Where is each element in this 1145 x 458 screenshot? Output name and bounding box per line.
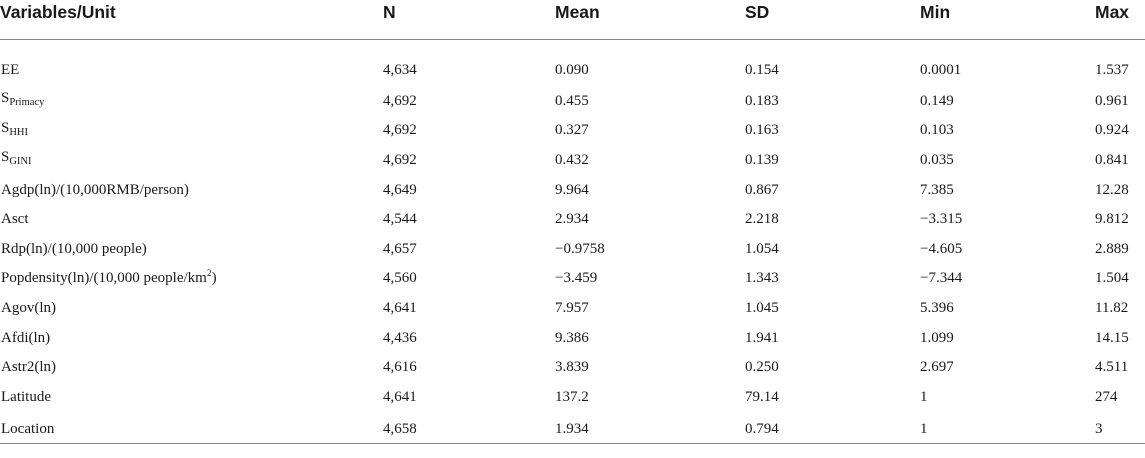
variable-name: Afdi(ln) <box>1 329 51 346</box>
variable-cell <box>0 382 383 412</box>
n-cell: 4,560 <box>383 270 417 287</box>
min-cell: 0.0001 <box>920 62 962 78</box>
mean-cell: 1.934 <box>555 420 589 437</box>
variable-name: Popdensity(ln)/(10,000 people/km <box>1 270 207 287</box>
header-sd: SD <box>745 2 770 22</box>
mean-cell: −3.459 <box>555 270 598 287</box>
max-cell: 0.924 <box>1095 122 1129 139</box>
min-cell: −7.344 <box>920 270 963 287</box>
variable-cell <box>0 293 383 323</box>
n-cell: 4,692 <box>383 151 417 168</box>
variable-name: EE <box>1 62 20 78</box>
max-cell: 11.82 <box>1095 299 1129 316</box>
table-body <box>0 40 1145 458</box>
sd-cell: 1.343 <box>745 270 779 287</box>
variable-subscript: Primacy <box>9 97 45 109</box>
mean-cell: 9.964 <box>555 181 589 198</box>
sd-cell: 0.250 <box>745 359 779 376</box>
n-cell: 4,649 <box>383 181 417 198</box>
min-cell: 0.035 <box>920 151 954 168</box>
variable-name: Rdp(ln)/(10,000 people) <box>1 240 147 257</box>
mean-cell: 9.386 <box>555 329 589 346</box>
n-cell: 4,634 <box>383 62 417 78</box>
table-header <box>0 0 1145 40</box>
variable-name: S <box>1 119 10 136</box>
max-cell: 0.961 <box>1095 92 1129 109</box>
variable-cell <box>0 412 383 458</box>
sd-cell: 79.14 <box>745 388 779 405</box>
n-cell: 4,692 <box>383 92 417 109</box>
mean-cell: 0.090 <box>555 62 589 78</box>
mean-cell: 7.957 <box>555 299 589 316</box>
header-mean: Mean <box>555 2 600 22</box>
sd-cell: 0.183 <box>745 92 779 109</box>
min-cell: 2.697 <box>920 359 954 376</box>
table-row <box>0 352 1145 382</box>
variable-name: Agdp(ln)/(10,000RMB/person) <box>1 181 189 198</box>
max-cell: 1.504 <box>1095 270 1129 287</box>
variable-cell <box>0 323 383 353</box>
max-cell: 2.889 <box>1095 240 1129 257</box>
mean-cell: 2.934 <box>555 211 589 228</box>
max-cell: 0.841 <box>1095 151 1129 168</box>
mean-cell: −0.9758 <box>555 240 605 257</box>
sd-cell: 1.941 <box>745 329 779 346</box>
variable-cell <box>0 175 383 205</box>
variable-name: Latitude <box>1 388 51 405</box>
sd-cell: 1.054 <box>745 240 779 257</box>
min-cell: 0.103 <box>920 122 954 139</box>
sd-cell: 0.867 <box>745 181 779 198</box>
variable-name: Astr2(ln) <box>1 359 56 376</box>
min-cell: −4.605 <box>920 240 963 257</box>
variable-subscript: GINI <box>9 156 32 168</box>
table-row <box>0 116 1145 146</box>
table-row <box>0 86 1145 116</box>
table-row <box>0 412 1145 458</box>
n-cell: 4,692 <box>383 122 417 139</box>
max-cell: 1.537 <box>1095 62 1129 78</box>
variable-cell <box>0 40 383 87</box>
variable-name: Asct <box>1 211 29 228</box>
table-row <box>0 204 1145 234</box>
mean-cell: 0.327 <box>555 122 589 139</box>
table-row <box>0 293 1145 323</box>
variable-name: S <box>1 90 10 107</box>
n-cell: 4,544 <box>383 211 417 228</box>
min-cell: 0.149 <box>920 92 954 109</box>
max-cell: 3 <box>1095 420 1103 437</box>
min-cell: 7.385 <box>920 181 954 198</box>
header-row <box>0 0 1145 40</box>
n-cell: 4,616 <box>383 359 417 376</box>
variable-cell <box>0 234 383 264</box>
sd-cell: 1.045 <box>745 299 779 316</box>
variable-name: Location <box>1 420 55 437</box>
variable-cell <box>0 264 383 294</box>
sd-cell: 0.154 <box>745 62 779 78</box>
mean-cell: 3.839 <box>555 359 589 376</box>
variable-cell <box>0 352 383 382</box>
max-cell: 14.15 <box>1095 329 1129 346</box>
min-cell: 1.099 <box>920 329 954 346</box>
max-cell: 274 <box>1095 388 1118 405</box>
variable-name: S <box>1 149 10 166</box>
table-row <box>0 323 1145 353</box>
sd-cell: 2.218 <box>745 211 779 228</box>
mean-cell: 137.2 <box>555 388 589 405</box>
variable-suffix: ) <box>211 270 217 287</box>
mean-cell: 0.432 <box>555 151 589 168</box>
table-row <box>0 382 1145 412</box>
header-max: Max <box>1095 2 1130 22</box>
min-cell: −3.315 <box>920 211 963 228</box>
variable-cell <box>0 86 383 116</box>
variable-name: Agov(ln) <box>1 299 56 316</box>
max-cell: 4.511 <box>1095 359 1129 376</box>
n-cell: 4,657 <box>383 240 417 257</box>
mean-cell: 0.455 <box>555 92 589 109</box>
n-cell: 4,658 <box>383 420 417 437</box>
variable-cell <box>0 145 383 175</box>
n-cell: 4,641 <box>383 299 417 316</box>
max-cell: 9.812 <box>1095 211 1129 228</box>
table-row <box>0 175 1145 205</box>
max-cell: 12.28 <box>1095 181 1129 198</box>
min-cell: 1 <box>920 388 928 405</box>
variable-cell <box>0 116 383 146</box>
variable-subscript: HHI <box>9 126 29 138</box>
table-row <box>0 264 1145 294</box>
n-cell: 4,436 <box>383 329 417 346</box>
table-bottom-rule <box>0 443 1145 444</box>
header-variables: Variables/Unit <box>0 2 116 22</box>
sd-cell: 0.163 <box>745 122 779 139</box>
sd-cell: 0.139 <box>745 151 779 168</box>
table-row <box>0 145 1145 175</box>
min-cell: 5.396 <box>920 299 954 316</box>
header-n: N <box>383 2 396 22</box>
n-cell: 4,641 <box>383 388 417 405</box>
variable-superscript: 2 <box>206 269 212 280</box>
table-row <box>0 40 1145 87</box>
header-min: Min <box>920 2 951 22</box>
sd-cell: 0.794 <box>745 420 779 437</box>
variable-cell <box>0 204 383 234</box>
min-cell: 1 <box>920 420 928 437</box>
table-row <box>0 234 1145 264</box>
